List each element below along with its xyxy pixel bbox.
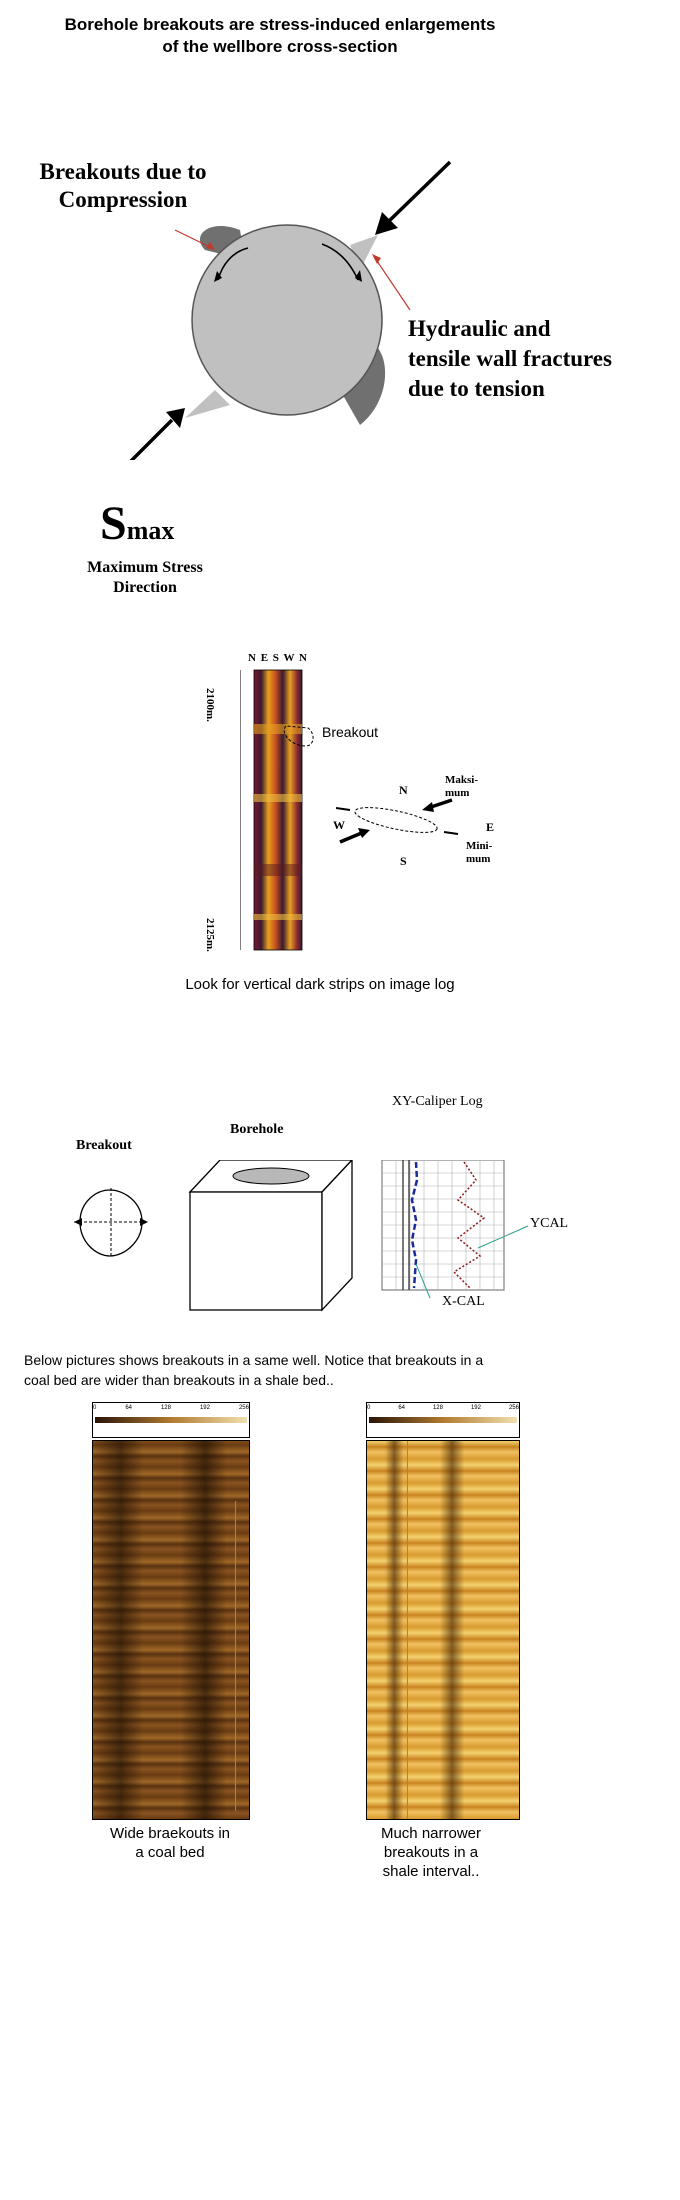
intro-line-1: Below pictures shows breakouts in a same well. Notice that breakouts in a: [24, 1352, 484, 1368]
image-log-breakout-label: Breakout: [322, 724, 379, 740]
coal-caption: [80, 1824, 260, 1862]
coal-log-panel: [92, 1402, 248, 1818]
maksimum-label: Maksi- mum: [445, 774, 478, 799]
shale-log-panel: [366, 1402, 518, 1818]
intro-line-2: coal bed are wider than breakouts in a shale bed..: [24, 1372, 334, 1388]
breakout-shape-label: Breakout: [76, 1138, 132, 1153]
shale-tick-0: 0: [367, 1405, 371, 1411]
coal-tick-1: 64: [125, 1405, 132, 1411]
smax-label: [100, 496, 174, 551]
coal-tick-4: 256: [238, 1405, 249, 1411]
minimum-arrow-right: [444, 832, 458, 834]
hydraulic-line-1: Hydraulic and: [408, 316, 551, 341]
coal-caption-line-1: Wide braekouts in: [109, 1825, 231, 1842]
hydraulic-fractures-label: [408, 314, 678, 404]
title-line-1: Borehole breakouts are stress-induced enlargements: [64, 15, 496, 34]
borehole-stress-diagram: [0, 140, 680, 460]
max-stress-line-1: Maximum Stress: [87, 559, 203, 576]
smax-s: S: [100, 497, 127, 550]
borehole-opening: [233, 1168, 309, 1184]
depth-top-label: 2100m.: [204, 688, 216, 722]
rose-label-n: N: [399, 783, 408, 797]
caliper-log-title: XY-Caliper Log: [392, 1094, 483, 1109]
minimum-label: Mini- mum: [466, 840, 493, 865]
shale-caption: [346, 1824, 516, 1881]
breakouts-label-line-2: Compression: [58, 187, 188, 212]
depth-bottom-label: 2125m.: [204, 918, 216, 952]
coal-tick-3: 192: [199, 1405, 210, 1411]
shale-log-image: [366, 1440, 520, 1820]
shale-caption-line-1: Much narrower: [380, 1825, 482, 1842]
shale-caption-line-3: shale interval..: [382, 1863, 480, 1880]
smax-arrow-bottom: [112, 420, 172, 460]
shale-tick-2: 128: [432, 1405, 443, 1411]
coal-scale-bar: [92, 1402, 250, 1438]
image-log-strip: [254, 670, 302, 950]
max-stress-direction-label: [70, 558, 220, 598]
coal-tick-2: 128: [160, 1405, 171, 1411]
shale-caption-line-2: breakouts in a: [383, 1844, 479, 1861]
fracture-bottom-left: [185, 390, 230, 418]
rose-label-s: S: [400, 854, 407, 868]
hydraulic-line-2: tensile wall fractures: [408, 346, 612, 371]
xcal-label: X-CAL: [442, 1294, 485, 1309]
hydraulic-line-3: due to tension: [408, 376, 545, 401]
shale-tick-3: 192: [470, 1405, 481, 1411]
max-stress-line-2: Direction: [113, 579, 177, 596]
breakouts-label-line-1: Breakouts due to: [39, 159, 207, 184]
ycal-label: YCAL: [530, 1216, 569, 1231]
rose-label-e: E: [486, 820, 495, 834]
title-line-2: of the wellbore cross-section: [162, 37, 398, 56]
coal-tick-0: 0: [93, 1405, 97, 1411]
rose-label-w: W: [333, 818, 345, 832]
coal-caption-line-2: a coal bed: [135, 1844, 205, 1861]
shale-scale-bar: [366, 1402, 520, 1438]
main-title: [0, 14, 560, 58]
caliper-diagram: [60, 1160, 600, 1320]
smax-subscript: max: [126, 516, 175, 545]
smax-arrow-top: [388, 162, 450, 222]
image-log-caption: Look for vertical dark strips on image log: [185, 976, 455, 993]
borehole-block-label: Borehole: [230, 1122, 284, 1137]
shale-tick-4: 256: [508, 1405, 519, 1411]
shale-tick-1: 64: [398, 1405, 405, 1411]
borehole-circle: [192, 225, 382, 415]
coal-log-image: [92, 1440, 250, 1820]
comparison-intro: [24, 1350, 664, 1390]
minimum-arrow-left: [336, 808, 350, 810]
compass-header: N E S W N: [248, 652, 308, 664]
